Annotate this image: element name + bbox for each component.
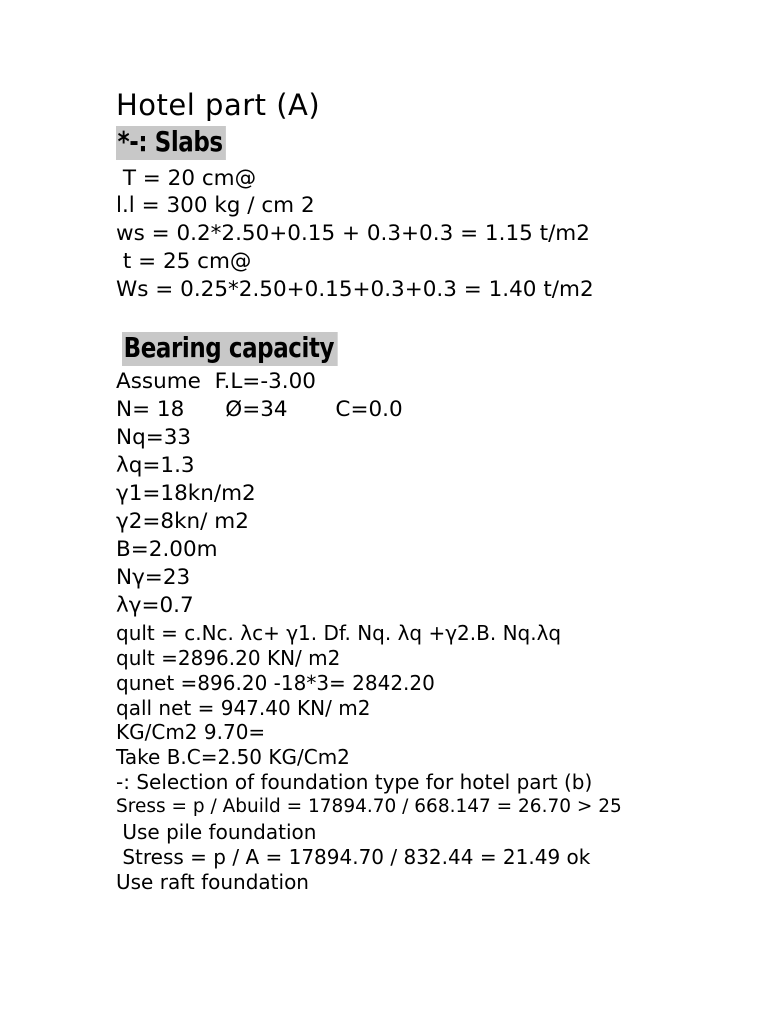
calc-line: Stress = p / A = 17894.70 / 832.44 = 21.49 ok (116, 845, 591, 869)
slabs-heading: *-: Slabs (116, 126, 226, 160)
bearing-line: Nq=33 (116, 425, 192, 450)
bearing-line: λq=1.3 (116, 453, 195, 478)
bearing-line: B=2.00m (116, 537, 218, 562)
slab-line: l.l = 300 kg / cm 2 (116, 193, 315, 218)
page-title: Hotel part (A) (116, 88, 321, 122)
calc-line: -: Selection of foundation type for hotel part (b) (116, 770, 593, 794)
slab-line: ws = 0.2*2.50+0.15 + 0.3+0.3 = 1.15 t/m2 (116, 221, 590, 246)
calc-line: Sress = p / Abuild = 17894.70 / 668.147 = 26.70 > 25 (116, 796, 622, 817)
bearing-line: γ2=8kn/ m2 (116, 509, 249, 534)
calc-line: Take B.C=2.50 KG/Cm2 (116, 745, 350, 769)
slab-line: t = 25 cm@ (116, 249, 252, 274)
slab-line: T = 20 cm@ (116, 166, 257, 191)
calc-line: qunet =896.20 -18*3= 2842.20 (116, 671, 435, 695)
bearing-line: λγ=0.7 (116, 593, 194, 618)
calc-line: qall net = 947.40 KN/ m2 (116, 696, 371, 720)
calc-line: Use pile foundation (116, 820, 317, 844)
bearing-line: N= 18 Ø=34 C=0.0 (116, 397, 403, 422)
bearing-line: γ1=18kn/m2 (116, 481, 256, 506)
calc-line: qult =2896.20 KN/ m2 (116, 646, 341, 670)
bearing-capacity-heading: Bearing capacity (122, 332, 337, 366)
calc-line: qult = c.Nc. λc+ γ1. Df. Nq. λq +γ2.B. Nq.λq (116, 621, 562, 645)
slab-line: Ws = 0.25*2.50+0.15+0.3+0.3 = 1.40 t/m2 (116, 277, 594, 302)
calc-line: KG/Cm2 9.70= (116, 720, 266, 744)
bearing-line: Nγ=23 (116, 565, 191, 590)
calc-line: Use raft foundation (116, 870, 309, 894)
bearing-line: Assume F.L=-3.00 (116, 369, 316, 394)
